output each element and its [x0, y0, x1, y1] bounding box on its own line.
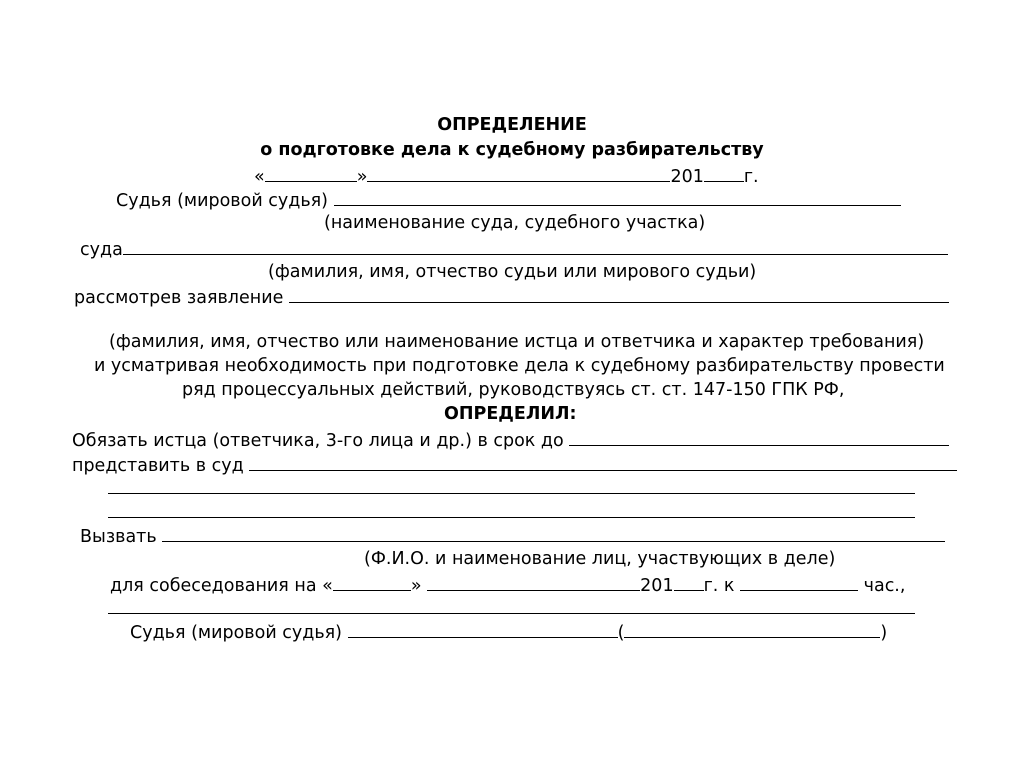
- submit-field-line-2[interactable]: [108, 493, 915, 494]
- signature-field[interactable]: [348, 620, 618, 638]
- submit-line: [72, 453, 957, 477]
- interview-line: [110, 573, 905, 597]
- court-line: [80, 237, 948, 261]
- signature-close-paren: ): [880, 623, 888, 643]
- interview-open-quote: «: [322, 576, 333, 596]
- date-month-field[interactable]: [367, 164, 670, 182]
- document-title: ОПРЕДЕЛЕНИЕ: [437, 115, 587, 135]
- submit-field[interactable]: [249, 453, 957, 471]
- court-hint: (наименование суда, судебного участка): [324, 213, 706, 233]
- interview-month-field[interactable]: [427, 573, 640, 591]
- submit-label: представить в суд: [72, 456, 244, 476]
- date-year-suffix: г.: [743, 167, 759, 187]
- interview-year-prefix: 201: [640, 576, 674, 596]
- date-open-quote: «: [254, 167, 265, 187]
- submit-field-line-3[interactable]: [108, 517, 915, 518]
- summon-field[interactable]: [162, 524, 945, 542]
- decided-heading: ОПРЕДЕЛИЛ:: [444, 404, 577, 424]
- interview-hours-label: час.,: [863, 576, 906, 596]
- oblige-line: [72, 428, 949, 452]
- date-year-field[interactable]: [704, 164, 744, 182]
- summon-line: [80, 524, 945, 548]
- considered-label: рассмотрев заявление: [74, 288, 284, 308]
- application-field[interactable]: [289, 285, 949, 303]
- court-field[interactable]: [123, 237, 948, 255]
- body-line-2: ряд процессуальных действий, руководствуясь ст. ст. 147-150 ГПК РФ,: [182, 380, 845, 400]
- considered-line: [74, 285, 949, 309]
- parties-hint: (фамилия, имя, отчество или наименование истца и ответчика и характер требования): [109, 332, 925, 352]
- judge-line: [116, 188, 901, 212]
- interview-close-quote: »: [410, 576, 422, 596]
- date-close-quote: »: [356, 167, 368, 187]
- signature-label: Судья (мировой судья): [130, 623, 342, 643]
- date-day-field[interactable]: [265, 164, 357, 182]
- judge-field[interactable]: [334, 188, 901, 206]
- signature-name-field[interactable]: [624, 620, 880, 638]
- interview-day-field[interactable]: [333, 573, 411, 591]
- court-label: суда: [80, 240, 123, 260]
- interview-label: для собеседования на: [110, 576, 317, 596]
- interview-time-field[interactable]: [740, 573, 858, 591]
- document-subtitle: о подготовке дела к судебному разбирательству: [260, 140, 764, 160]
- date-line: [254, 164, 759, 188]
- date-year-prefix: 201: [670, 167, 704, 187]
- body-line-1: и усматривая необходимость при подготовке дела к судебному разбирательству провести: [94, 356, 945, 376]
- deadline-field[interactable]: [569, 428, 949, 446]
- persons-hint: (Ф.И.О. и наименование лиц, участвующих в деле): [364, 549, 836, 569]
- judge-name-hint: (фамилия, имя, отчество судьи или мирового судьи): [268, 262, 757, 282]
- interview-extra-line[interactable]: [108, 613, 915, 614]
- interview-year-field[interactable]: [674, 573, 704, 591]
- signature-open-paren: (: [617, 623, 625, 643]
- summon-label: Вызвать: [80, 527, 157, 547]
- judge-label: Судья (мировой судья): [116, 191, 328, 211]
- interview-year-suffix: г. к: [703, 576, 735, 596]
- signature-line: [130, 620, 887, 644]
- oblige-label: Обязать истца (ответчика, 3-го лица и др.) в срок до: [72, 431, 564, 451]
